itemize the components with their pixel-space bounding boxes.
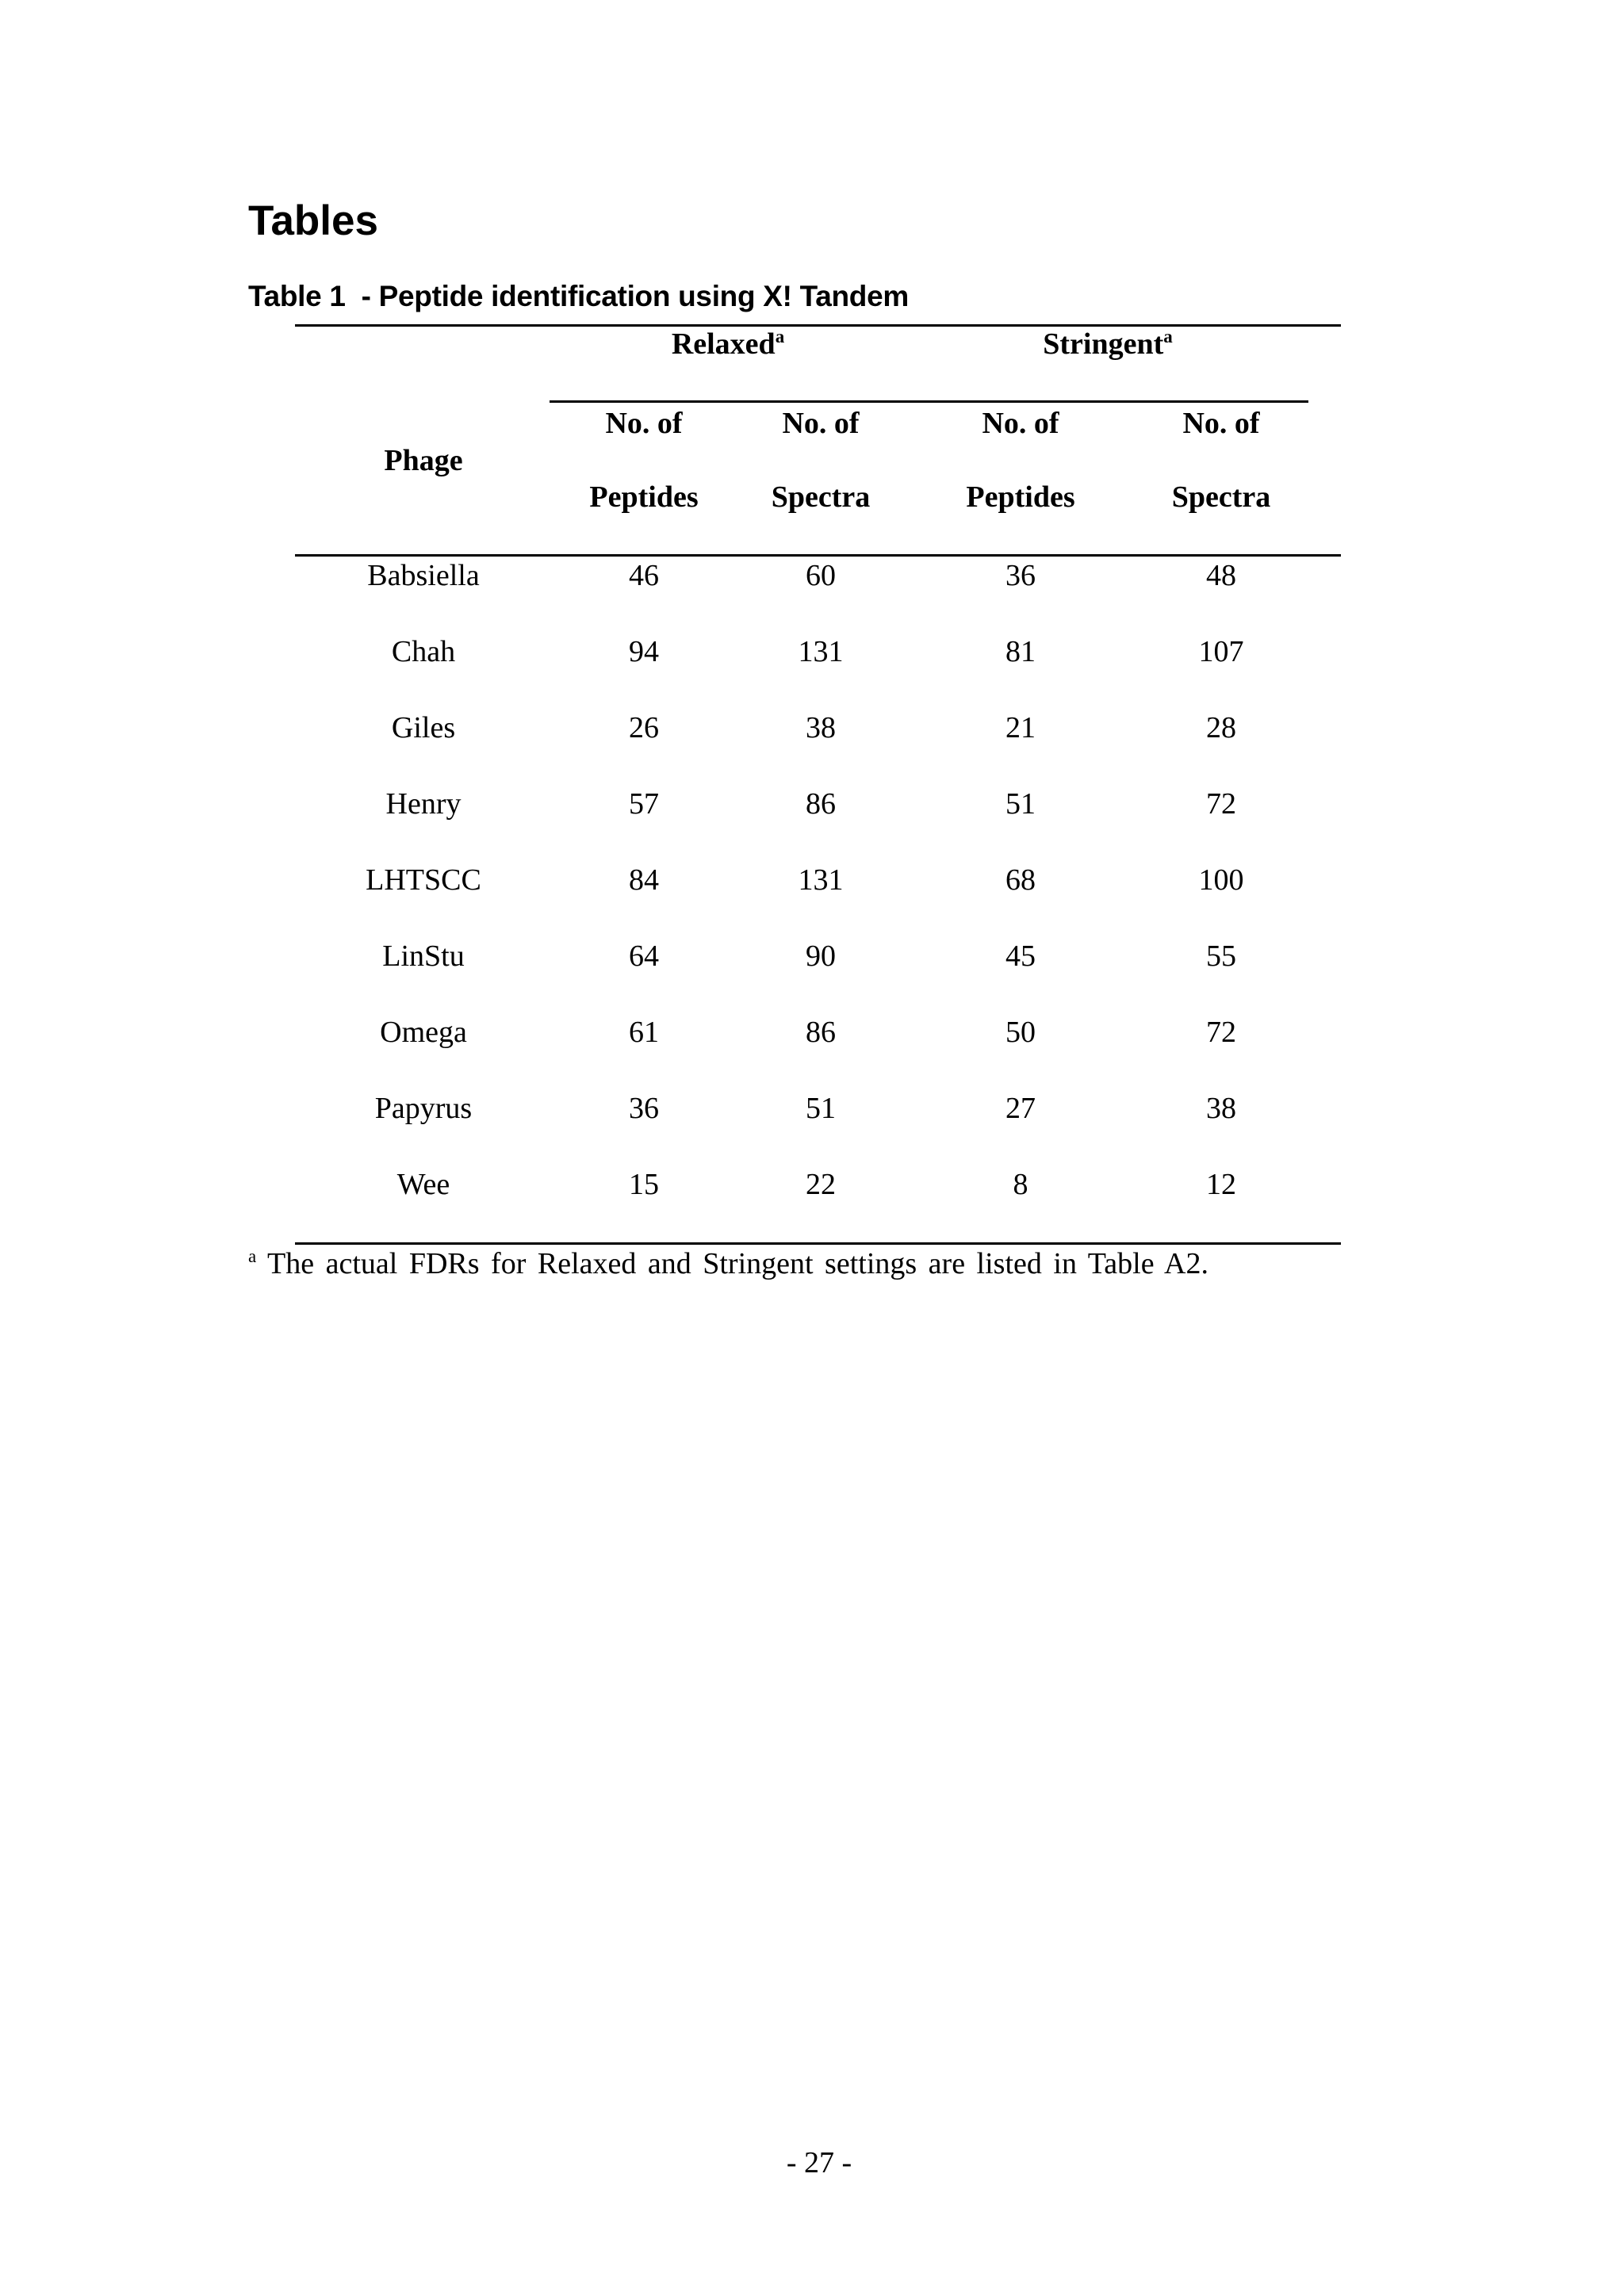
count-cell: 84 [629,863,659,897]
column-header-line2: Peptides [589,480,699,514]
count-cell: 86 [806,787,836,821]
row-header-phage: Phage [384,444,463,477]
group-header-relaxed [585,327,871,362]
column-header-line2: Spectra [771,480,871,514]
count-cell: 107 [1198,635,1244,668]
count-cell: 38 [806,711,836,744]
page-number: - 27 - [786,2146,852,2179]
table-row [0,558,1624,593]
table-row [0,634,1624,669]
table-row [0,710,1624,745]
count-cell: 72 [1206,1016,1236,1049]
group-header-rule [550,400,1308,403]
count-cell: 50 [1005,1016,1036,1049]
count-cell: 46 [629,559,659,592]
count-cell: 64 [629,939,659,973]
group-label: Stringent [1043,327,1164,361]
count-cell: 100 [1198,863,1244,897]
section-heading: Tables [248,197,378,244]
footnote-marker: a [1163,327,1173,346]
column-header-line2: Peptides [966,480,1075,514]
column-header-line1: No. of [605,407,683,440]
column-header-line2: Spectra [1171,480,1271,514]
footnote-text: The actual FDRs for Relaxed and Stringent settings are listed in Table A2. [267,1247,1208,1280]
table-row [0,786,1624,821]
count-cell: 15 [629,1168,659,1201]
count-cell: 38 [1206,1092,1236,1125]
count-cell: 94 [629,635,659,668]
count-cell: 28 [1206,711,1236,744]
phage-name-cell: Wee [396,1168,450,1201]
count-cell: 51 [1005,787,1036,821]
table-row [0,1015,1624,1050]
count-cell: 21 [1005,711,1036,744]
count-cell: 57 [629,787,659,821]
count-cell: 45 [1005,939,1036,973]
table-row [0,1091,1624,1126]
count-cell: 26 [629,711,659,744]
count-cell: 12 [1206,1168,1236,1201]
table-row [0,863,1624,897]
footnote-marker: a [248,1246,257,1266]
count-cell: 86 [806,1016,836,1049]
column-header-line1: No. of [782,407,860,440]
count-cell: 36 [629,1092,659,1125]
phage-name-cell: Henry [385,787,462,821]
count-cell: 22 [806,1168,836,1201]
column-header-line1: No. of [1182,407,1260,440]
phage-name-cell: Omega [380,1016,467,1049]
table-bottom-rule [295,1242,1341,1245]
phage-name-cell: Papyrus [374,1092,473,1125]
table-caption: Table 1 - Peptide identification using X! Tandem [248,280,909,312]
count-cell: 90 [806,939,836,973]
table-row [0,1167,1624,1202]
count-cell: 48 [1206,559,1236,592]
count-cell: 131 [798,863,844,897]
footnote-marker: a [775,327,785,346]
phage-name-cell: Chah [391,635,456,668]
count-cell: 60 [806,559,836,592]
phage-name-cell: LHTSCC [366,863,481,897]
count-cell: 27 [1005,1092,1036,1125]
count-cell: 131 [798,635,844,668]
column-header-line1: No. of [982,407,1059,440]
group-header-stringent [965,327,1251,362]
count-cell: 8 [1013,1168,1028,1201]
phage-name-cell: Giles [391,711,456,744]
count-cell: 68 [1005,863,1036,897]
count-cell: 61 [629,1016,659,1049]
count-cell: 51 [806,1092,836,1125]
count-cell: 81 [1005,635,1036,668]
count-cell: 72 [1206,787,1236,821]
phage-name-cell: Babsiella [367,559,480,592]
table-row [0,939,1624,974]
header-bottom-rule [295,554,1341,557]
group-label: Relaxed [671,327,776,361]
count-cell: 36 [1005,559,1036,592]
phage-name-cell: LinStu [382,939,465,973]
count-cell: 55 [1206,939,1236,973]
table-footnote [248,1246,1208,1281]
